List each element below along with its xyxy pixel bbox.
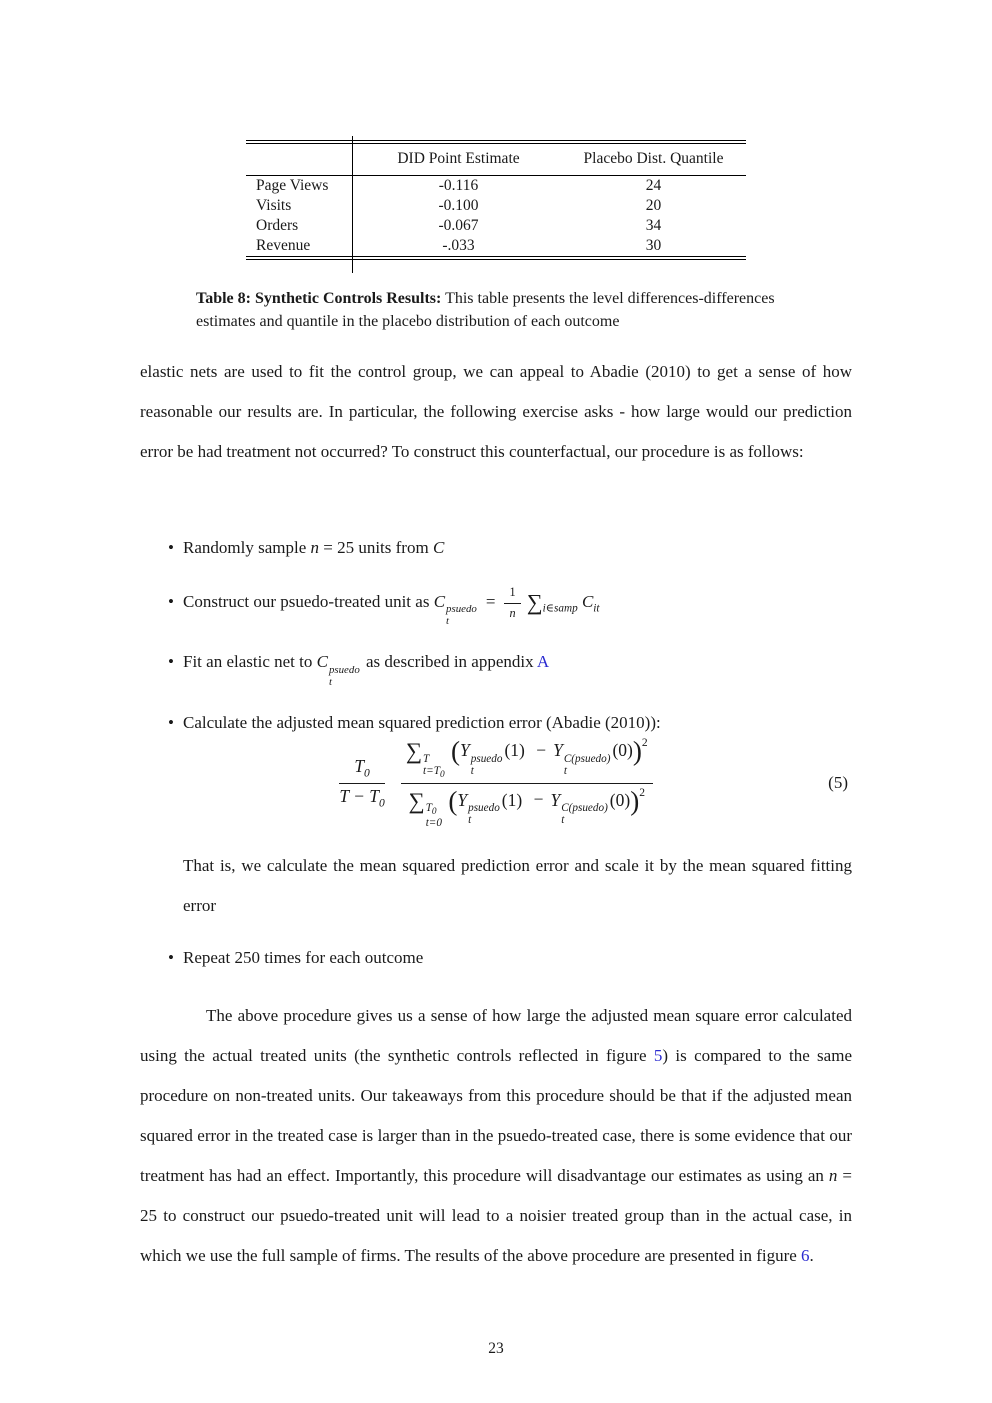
quantile-cell: 30 xyxy=(645,237,662,254)
bullet-icon: • xyxy=(168,592,174,611)
table-vertical-rule xyxy=(352,136,353,273)
list-item xyxy=(140,642,852,688)
closing-paragraph: The above procedure gives us a sense of how large the adjusted mean square error calculated using the actual treated units (the synthetic controls reflected in figure 5) is compared to the same procedure on non-treated units. Our takeaways from this procedure should be that if the adjusted mean squared error in the treated case is larger than in the psuedo-treated case, there is some evidence that our treatment has had an effect. Importantly, this procedure will disadvantage our estimates as using an n = 25 to construct our psuedo-treated unit will lead to a noisier treated group than in the actual case, in which we use the full sample of firms. The results of the above procedure are presented in figure 6. xyxy=(140,1006,852,1265)
equation-note: That is, we calculate the mean squared prediction error and scale it by the mean squared fitting error xyxy=(183,856,852,915)
rhs-denominator: ∑ $T_0$ t=0 (Y psuedo t (1) − Y C(psuedo) t (0))$^2$ xyxy=(408,785,646,830)
rhs-fraction xyxy=(401,736,653,829)
figure-6-link[interactable]: 6 xyxy=(801,1246,810,1265)
estimate-cell: -0.100 xyxy=(438,197,479,214)
procedure-list xyxy=(140,528,852,757)
caption-title: Table 8: Synthetic Controls Results: xyxy=(196,290,442,307)
row-label: Orders xyxy=(256,217,299,234)
table-bottom-rule xyxy=(246,256,746,260)
equation-number: (5) xyxy=(828,773,848,792)
list-item xyxy=(140,938,852,978)
equation-5 xyxy=(140,728,852,838)
figure-5-link[interactable]: 5 xyxy=(653,1046,663,1065)
bullet-icon: • xyxy=(168,652,174,672)
estimate-cell: -.033 xyxy=(442,237,475,254)
bullet-icon: • xyxy=(168,948,174,967)
bullet-icon: • xyxy=(168,538,174,557)
list-item xyxy=(140,528,852,568)
table-row xyxy=(246,236,746,256)
quantile-cell: 20 xyxy=(645,197,662,214)
header-placebo-quantile: Placebo Dist. Quantile xyxy=(561,144,746,176)
header-did-estimate: DID Point Estimate xyxy=(356,144,561,176)
bullet-3-text: Fit an elastic net to C psuedo t as described in appendix A xyxy=(183,652,550,688)
fraction: $\frac{1}{n}$ xyxy=(504,585,520,621)
supsub: C(psuedo) t xyxy=(561,801,608,827)
bullet-1-text: Randomly sample n = 25 units from C xyxy=(183,538,445,557)
results-table-area xyxy=(0,140,992,260)
quantile-cell: 34 xyxy=(645,217,662,234)
caption-text: This table presents the level differences-differences estimates and quantile in the placebo distribution of each outcome xyxy=(196,290,775,331)
lhs-fraction: $\frac{T_0}{T - T_0}$ xyxy=(339,755,385,809)
paragraph-intro: elastic nets are used to fit the control group, we can appeal to Abadie (2010) to get a sense of how reasonable our results are. In particular, the following exercise asks - how large would our prediction error be had treatment not occurred? To construct this counterfactual, our procedure is as follows: xyxy=(140,362,852,461)
equation-body xyxy=(339,736,652,829)
estimate-cell: -0.116 xyxy=(438,177,479,194)
table-header-row xyxy=(246,144,746,176)
procedure-list-continued xyxy=(140,938,852,992)
table-row xyxy=(246,196,746,216)
list-item xyxy=(140,582,852,628)
sum-symbol: ∑ xyxy=(408,788,425,814)
sum-limits: $T_0$ t=0 xyxy=(425,801,442,830)
supsub: psuedo t xyxy=(468,801,500,827)
supsub: psuedo t xyxy=(470,752,503,778)
quantile-cell: 24 xyxy=(645,177,662,194)
bullet-2-text: Construct our psuedo-treated unit as C psuedo t = $\frac{1}{n}$ $\sum_{i\in samp}$ $C_{it}$ xyxy=(183,585,600,628)
sum-limits: T $t=T_0$ xyxy=(423,752,445,781)
sum-symbol: ∑ xyxy=(526,589,543,615)
sum-symbol: ∑ xyxy=(405,738,423,764)
header-empty xyxy=(246,144,356,176)
bullet-5-text: Repeat 250 times for each outcome xyxy=(183,948,424,967)
page-number: 23 xyxy=(488,1340,504,1357)
table-row xyxy=(246,216,746,236)
row-label: Page Views xyxy=(256,177,329,194)
supsub: psuedo t xyxy=(328,663,360,688)
bullet-icon: • xyxy=(168,712,174,732)
table-row xyxy=(246,176,746,197)
results-table xyxy=(246,140,746,260)
supsub: C(psuedo) t xyxy=(563,752,611,778)
bullet-4-text: Calculate the adjusted mean squared prediction error (Abadie (2010)): xyxy=(183,712,661,732)
table-caption xyxy=(196,287,804,333)
appendix-a-link[interactable]: A xyxy=(536,652,550,672)
rhs-numerator: ∑ T $t=T_0$ (Y psuedo t (1) − Y C(psuedo) t (0))$^2$ xyxy=(401,736,653,783)
row-label: Revenue xyxy=(256,237,311,254)
supsub: psuedo t xyxy=(446,603,477,628)
estimate-cell: -0.067 xyxy=(438,217,479,234)
row-label: Visits xyxy=(256,197,292,214)
